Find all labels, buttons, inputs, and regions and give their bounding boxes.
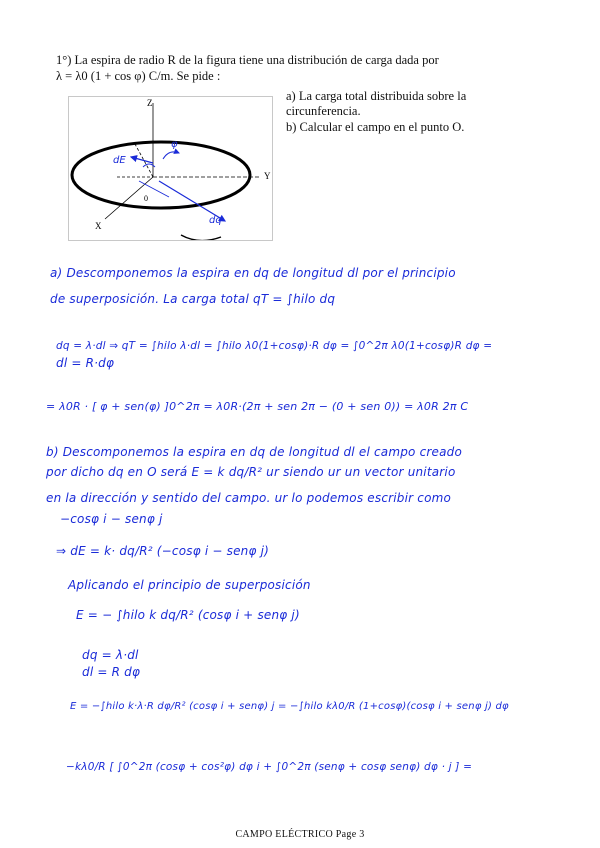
solution-line-15: E = −∫hilo k·λ·R dφ/R² (cosφ i + senφ) j = −∫hilo kλ0/R (1+cosφ)(cosφ i + senφ j) dφ <box>70 701 509 712</box>
phi-arc <box>163 152 179 159</box>
ring <box>72 142 250 208</box>
label-dq: dq <box>209 215 222 226</box>
ring-diagram <box>69 97 272 240</box>
problem-line-1: 1°) La espira de radio R de la figura tiene una distribución de carga dada por <box>56 53 439 67</box>
item-a: a) La carga total distribuida sobre la circunferencia. <box>286 89 467 118</box>
problem-items <box>286 89 491 136</box>
solution-line-12: E = − ∫hilo k dq/R² (cosφ i + senφ j) <box>76 608 300 622</box>
label-origin: 0 <box>144 194 148 203</box>
solution-line-9: −cosφ i − senφ j <box>60 512 163 526</box>
item-b: b) Calcular el campo en el punto O. <box>286 120 465 134</box>
label-de: dE <box>113 155 126 166</box>
label-y: Y <box>264 171 271 181</box>
solution-line-16: −kλ0/R [ ∫0^2π (cosφ + cos²φ) dφ i + ∫0^2π (senφ + cosφ senφ) dφ · j ] = <box>66 761 473 773</box>
solution-line-6: b) Descomponemos la espira en dq de longitud dl el campo creado <box>46 445 463 459</box>
problem-line-2: λ = λ0 (1 + cos φ) C/m. Se pide : <box>56 69 221 83</box>
label-x: X <box>95 221 102 231</box>
solution-line-13: dq = λ·dl <box>82 648 139 662</box>
ring-figure <box>68 96 273 241</box>
label-z: Z <box>147 98 153 108</box>
solution-line-3: dq = λ·dl ⇒ qT = ∫hilo λ·dl = ∫hilo λ0(1+cosφ)·R dφ = ∫0^2π λ0(1+cosφ)R dφ = <box>56 340 493 352</box>
solution-line-7: por dicho dq en O será E = k dq/R² ur siendo ur un vector unitario <box>46 465 456 479</box>
solution-line-8: en la dirección y sentido del campo. ur lo podemos escribir como <box>46 491 452 505</box>
solution-line-2: de superposición. La carga total qT = ∫hilo dq <box>50 292 336 306</box>
de-arrow <box>131 157 153 163</box>
solution-line-10: ⇒ dE = k· dq/R² (−cosφ i − senφ j) <box>56 544 270 558</box>
solution-line-11: Aplicando el principio de superposición <box>68 578 311 592</box>
label-phi: φ <box>171 139 178 150</box>
solution-line-1: a) Descomponemos la espira en dq de longitud dl por el principio <box>50 266 456 280</box>
page-footer: CAMPO ELÉCTRICO Page 3 <box>235 829 365 840</box>
solution-line-5: = λ0R · [ φ + sen(φ) ]0^2π = λ0R·(2π + sen 2π − (0 + sen 0)) = λ0R 2π C <box>46 400 469 413</box>
solution-line-14: dl = R dφ <box>82 665 141 679</box>
solution-line-4: dl = R·dφ <box>56 356 115 370</box>
